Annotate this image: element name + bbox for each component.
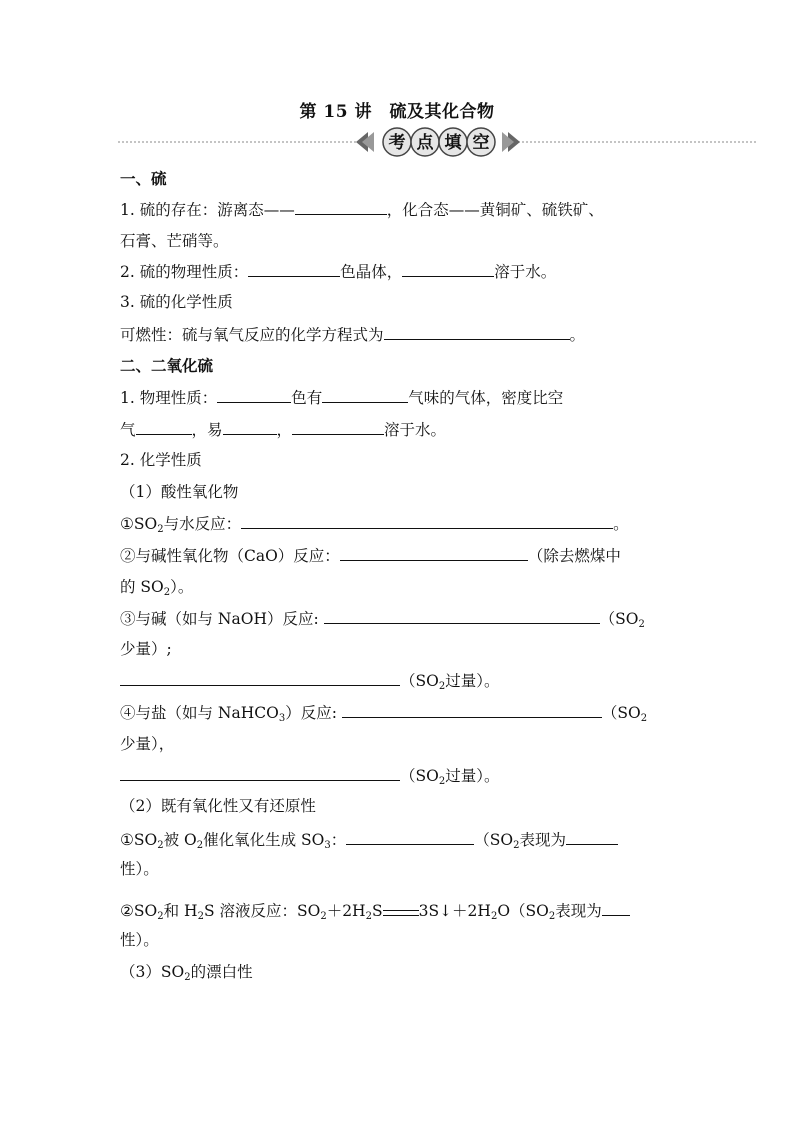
c1-line: $①SO_2$与水反应： 。 bbox=[120, 512, 680, 535]
s2-sub3: $(3)SO_2$的漂白性 bbox=[120, 963, 253, 983]
blank-sulfur-combustion[interactable] bbox=[384, 323, 570, 340]
c2-line: ②与碱性氧化物（CaO）反应： （除去燃煤中 bbox=[120, 544, 680, 567]
blank-so2-nahco3-small[interactable] bbox=[342, 701, 602, 718]
blank-so2-property-2[interactable] bbox=[602, 899, 630, 916]
blank-easy[interactable] bbox=[223, 418, 277, 435]
s2-item1: 1. 物理性质： 色有 气味的气体，密度比空 bbox=[120, 386, 680, 409]
blank-so2-cao[interactable] bbox=[340, 544, 528, 561]
section-banner bbox=[118, 126, 758, 158]
c2-line-cont: 的 $SO_2$）。 bbox=[120, 578, 194, 598]
blank-so2-odor[interactable] bbox=[322, 386, 408, 403]
blank-so2-color[interactable] bbox=[217, 386, 291, 403]
d2-line-cont: 性）。 bbox=[120, 931, 159, 949]
blank-so2-water[interactable] bbox=[241, 512, 613, 529]
blank-solubility[interactable] bbox=[402, 260, 494, 277]
c3-line-cont: 少量）; bbox=[120, 640, 172, 658]
blank-so2-o2[interactable] bbox=[346, 828, 474, 845]
banner-char-2: 点 bbox=[416, 133, 434, 153]
blank-so2-nahco3-excess[interactable] bbox=[120, 764, 400, 781]
banner-char-4: 空 bbox=[472, 133, 490, 153]
page-title: 第 15 讲 硫及其化合物 bbox=[299, 102, 495, 122]
section-2-heading: 二、二氧化硫 bbox=[120, 356, 214, 375]
blank-free-state[interactable] bbox=[295, 198, 387, 215]
c4-line-cont: 少量）， bbox=[120, 735, 175, 753]
c4-line: ④与盐（如与 NaHCO$_3$）反应: （$SO_2$ bbox=[120, 701, 680, 724]
banner-char-1: 考 bbox=[388, 133, 406, 153]
blank-so2-naoh-small[interactable] bbox=[324, 607, 600, 624]
s2-item1-cont: 气 ，易 ， 溶于水。 bbox=[120, 418, 680, 441]
blank-so2-solubility[interactable] bbox=[292, 418, 384, 435]
c3-line-2: （$SO_2$过量）。 bbox=[120, 669, 680, 692]
d2-line: $②SO_2$和 $H_2S$ 溶液反应：$SO_2+2H_2S$ $3S↓+2H_2O(SO_2$表现为 bbox=[120, 899, 680, 922]
blank-density[interactable] bbox=[136, 418, 192, 435]
s1-item3: 3. 硫的化学性质 bbox=[120, 293, 233, 311]
s1-item2: 2. 硫的物理性质： 色晶体， 溶于水。 bbox=[120, 260, 680, 283]
blank-so2-naoh-excess[interactable] bbox=[120, 669, 400, 686]
d1-line-cont: 性）。 bbox=[120, 860, 159, 878]
s2-sub2: （2）既有氧化性又有还原性 bbox=[120, 797, 316, 815]
s1-item1-cont: 石膏、芒硝等。 bbox=[120, 232, 229, 250]
blank-so2-property-1[interactable] bbox=[566, 828, 618, 845]
banner-chars bbox=[383, 128, 495, 156]
c3-line: ③与碱（如与 NaOH）反应: （$SO_2$ bbox=[120, 607, 680, 630]
section-1-heading: 一、硫 bbox=[120, 169, 167, 188]
s1-item3-a: 可燃性：硫与氧气反应的化学方程式为 。 bbox=[120, 323, 680, 346]
c4-line-2: （$SO_2$过量）。 bbox=[120, 764, 680, 787]
banner-char-3: 填 bbox=[444, 133, 462, 153]
s2-item2: 2. 化学性质 bbox=[120, 451, 202, 469]
d1-line: $①SO_2$被 $O_2$催化氧化生成 $SO_3$： （$SO_2$表现为 bbox=[120, 828, 680, 851]
s2-sub1: （1）酸性氧化物 bbox=[120, 483, 239, 501]
blank-color[interactable] bbox=[248, 260, 340, 277]
s1-item1: 1. 硫的存在：游离态—— ，化合态——黄铜矿、硫铁矿、 bbox=[120, 198, 680, 221]
